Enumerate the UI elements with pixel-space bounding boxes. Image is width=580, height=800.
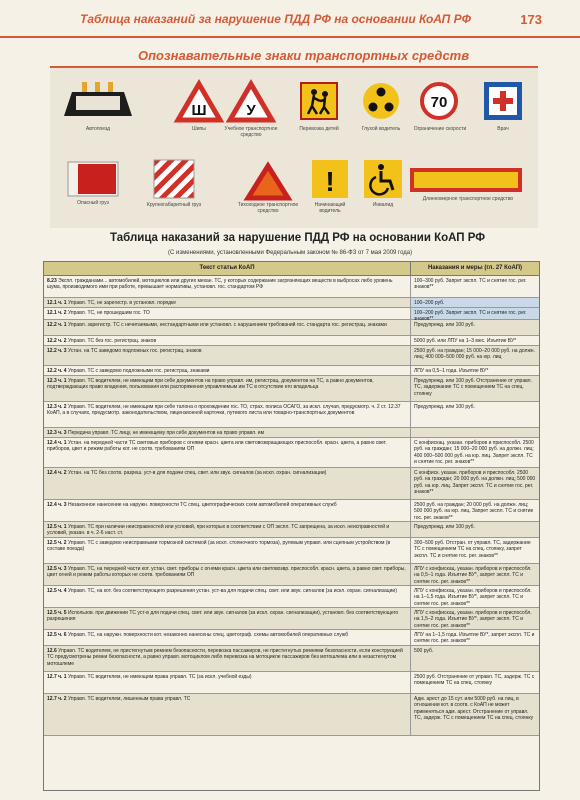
disabled-driver-icon bbox=[364, 160, 402, 198]
article-text: Управл. ТС водителем, лишенным права управл. ТС bbox=[67, 696, 191, 702]
article-cell bbox=[44, 320, 411, 335]
penalty-table bbox=[43, 261, 540, 791]
article-number: 12.4 ч. 1 bbox=[47, 440, 67, 446]
article-number: 12.1 ч. 1 bbox=[47, 300, 67, 306]
penalty-cell: ЛПУ на 1–1,5 года. Изъятие ВУ*, запрет экспл. ТС и снятие гос. рег. знаков** bbox=[414, 632, 535, 645]
sign-caption-dangerous: Опасный груз bbox=[77, 200, 109, 206]
table-row bbox=[44, 276, 539, 298]
article-number: 12.7 ч. 1 bbox=[47, 674, 67, 680]
article-text: Управл. ТС при наличии неисправностей или условий, при которых в соответствии с ОП экспл. ТС запрещена, за искл. неисправностей и условий, указан. в ч. 2-6 наст. ст. bbox=[47, 524, 390, 537]
article-cell bbox=[44, 672, 411, 693]
article-number: 12.3 ч. 2 bbox=[47, 404, 67, 410]
table-row bbox=[44, 402, 539, 428]
learner-glyph: У bbox=[246, 102, 256, 119]
sign-caption-doctor: Врач bbox=[497, 126, 509, 132]
article-text: Передача управл. ТС лицу, не имеющему при себе документов на право управл. им bbox=[67, 430, 265, 436]
signs-panel bbox=[50, 66, 538, 228]
article-text: Устан. на передней части ТС световых приборов с огнями красн. цвета или световозвращающих приспособл. красн. цвета, а равно свет. приборов, цвет и режим работы кот. не соотв. требованиям ОП bbox=[47, 440, 387, 453]
article-number: 12.6 bbox=[47, 648, 57, 654]
penalty-cell: Адм. арест до 15 сут. или 5000 руб. на лиц, в отношении кот. в соотв. с КоАП не может применяться адм. арест. Отстранение от управл. ТС, задерж. ТС с помещением ТС на спец. стоянку bbox=[411, 694, 539, 735]
sign-caption-long: Длинномерное транспортное средство bbox=[422, 196, 514, 202]
learner-triangle-icon bbox=[228, 82, 274, 122]
penalty-cell: 100–200 руб. Запрет экспл. ТС и снятие гос. рег. bbox=[411, 308, 539, 319]
article-number: 12.1 ч. 2 bbox=[47, 310, 67, 316]
table-row bbox=[44, 672, 539, 694]
article-cell bbox=[44, 564, 411, 585]
article-cell bbox=[44, 298, 411, 307]
table-row bbox=[44, 500, 539, 522]
article-cell bbox=[44, 646, 411, 671]
table-row bbox=[44, 646, 539, 672]
table-row bbox=[44, 564, 539, 586]
dangerous-cargo-icon bbox=[68, 162, 118, 196]
article-text: Использов. при движении ТС уст-в для подачи спец. свет. или звук. сигналов (за искл. охран. сигнализации), установл. без соответствующего разрешения bbox=[47, 610, 399, 623]
article-cell bbox=[44, 366, 411, 375]
article-text: Управл. ТС водителем, не имеющим при себе документов на право управл. им, регистрац. документов на ТС, а равно документов, подтверждающих право владения, пользования или распоряжения управляемым им ТС в отсутствие его владельца bbox=[47, 378, 374, 391]
table-row bbox=[44, 694, 539, 736]
penalty-cell: ЛПУ с конфискац. указан. приборов и приспособл. на 1,5–2 года. Изъятие ВУ*, запрет экспл. ТС и снятие гос. рег. знаков** bbox=[411, 608, 539, 629]
table-row bbox=[44, 438, 539, 468]
sign-caption-slow: Тихоходное транспортное средство bbox=[237, 202, 299, 214]
article-cell bbox=[44, 376, 411, 401]
sign-caption-road-train: Автопоезд bbox=[85, 126, 111, 132]
article-number: 12.5 ч. 5 bbox=[47, 610, 67, 616]
penalty-cell: ЛПУ с конфискац. указан. приборов и приспособл. на 1–1,5 года. Изъятие ВУ*, запрет экспл. ТС и снятие гос. рег. знаков** bbox=[414, 588, 532, 607]
article-cell bbox=[44, 276, 411, 297]
article-number: 12.2 ч. 3 bbox=[47, 348, 67, 354]
penalty-cell: Предупрежд. или 100 руб. Отстранение от управл. ТС, задержание ТС с помещением ТС на спец. стоянку bbox=[411, 376, 539, 401]
table-row bbox=[44, 308, 539, 320]
article-number: 12.5 ч. 4 bbox=[47, 588, 67, 594]
article-number: 12.3 ч. 1 bbox=[47, 378, 67, 384]
novice-driver-icon bbox=[312, 160, 348, 198]
sign-caption-learner: Учебное транспортное средство bbox=[224, 126, 278, 138]
article-number: 12.5 ч. 3 bbox=[47, 566, 67, 572]
article-text: Управл. ТС водителем, не имеющим права управл. ТС (за искл. учебной езды) bbox=[67, 674, 252, 680]
article-cell bbox=[44, 402, 411, 427]
article-number: 12.7 ч. 2 bbox=[47, 696, 67, 702]
table-row bbox=[44, 538, 539, 564]
article-cell bbox=[44, 586, 411, 607]
slow-vehicle-triangle-icon bbox=[246, 164, 290, 200]
penalty-cell: 2500 руб. на граждан; 20 000 руб. на должн. лиц; 500 000 руб. на юр. лиц. Запрет экспл. ТС и снятие гос. рег. знаков** bbox=[414, 502, 534, 521]
sign-caption-disabled: Инвалид bbox=[372, 202, 394, 208]
article-number: 12.2 ч. 2 bbox=[47, 338, 67, 344]
penalty-cell: 2500 руб. на граждан; 15 000–20 000 руб. на должн. лиц; 400 000–500 000 руб. на юр. лиц bbox=[411, 346, 539, 365]
penalty-cell: 500 руб. bbox=[411, 646, 539, 671]
oversized-cargo-icon bbox=[154, 160, 194, 198]
article-cell bbox=[44, 428, 411, 437]
table-title: Таблица наказаний за нарушение ПДД РФ на основании КоАП РФ bbox=[110, 232, 486, 244]
column-header-article: Текст статьи КоАП bbox=[44, 262, 411, 275]
speed-limit-icon bbox=[420, 82, 458, 120]
page-number: 173 bbox=[520, 12, 542, 27]
penalty-cell: 100–300 руб. Запрет экспл. ТС и снятие гос. рег. знаков** bbox=[414, 278, 527, 291]
penalty-cell: Предупрежд. или 100 руб. bbox=[414, 404, 475, 410]
table-row bbox=[44, 608, 539, 630]
article-cell bbox=[44, 522, 411, 537]
article-number: 12.5 ч. 6 bbox=[47, 632, 67, 638]
article-text: Управл. ТС с заведомо неисправными тормозной системой (за искл. стояночного тормоза), рулевым управл. или сцепным устройством (в составе поезда) bbox=[47, 540, 391, 553]
sign-caption-deaf: Глухой водитель bbox=[361, 126, 401, 132]
sign-caption-speed: Ограничение скорости bbox=[413, 126, 467, 132]
article-text: Устан. на ТС заведомо подложных гос. регистрац. знаков bbox=[67, 348, 202, 354]
article-text: Управл. ТС, не зарегистр. в установл. порядке bbox=[67, 300, 177, 306]
table-row bbox=[44, 376, 539, 402]
article-cell bbox=[44, 538, 411, 563]
penalty-cell: ЛПУ с конфискац. указан. приборов и приспособл. на 0,5–1 года. Изъятие ВУ*, запрет экспл. ТС и снятие гос. рег. знаков** bbox=[411, 564, 539, 585]
article-text: Незаконное нанесение на наружн. поверхности ТС спец. цветографических схем автомобилей оперативных служб bbox=[67, 502, 337, 508]
article-number: 12.4 ч. 3 bbox=[47, 502, 67, 508]
article-cell bbox=[44, 468, 411, 499]
article-number: 12.2 ч. 1 bbox=[47, 322, 67, 328]
penalty-cell: 2500 руб. Отстранение от управл. ТС, задерж. ТС с помещением ТС на спец. стоянку bbox=[414, 674, 535, 687]
article-number: 12.2 ч. 4 bbox=[47, 368, 67, 374]
article-text: Управл. ТС водителем, не имеющим при себе талона о прохождении гос. ТО, страх. полиса ОСАГО, за искл. случая, предусмотр. ч. 2 ст. 12.37 КоАП, а в случаях, предусмотр. законодательством, лицензионной карточки, путевого листа или товарно-транспортных документов bbox=[47, 404, 401, 417]
article-text: Управл. ТС без гос. регистрац. знаков bbox=[67, 338, 157, 344]
article-text: Управл. ТС, на передней части кот. устан. свет. приборы с огнями красн. цвета или световозвр. приспособл. красн. цвета, а равно свет. приборы, цвет огней и режим работы которых не соотв. требованиям ОП bbox=[47, 566, 406, 579]
signs-heading: Опознавательные знаки транспортных средств bbox=[138, 48, 470, 63]
table-row bbox=[44, 336, 539, 346]
doctor-cross-icon bbox=[484, 82, 522, 120]
article-text: Управл. ТС, не прошедшим гос. ТО bbox=[67, 310, 150, 316]
table-row bbox=[44, 366, 539, 376]
table-header-row bbox=[44, 262, 539, 276]
article-text: Управл. ТС, на кот. без соответствующего разрешения устан. уст-ва для подачи спец. свет. или звук. сигналов (за искл. охран. сигнализации) bbox=[67, 588, 397, 594]
page-header bbox=[0, 0, 580, 38]
table-row bbox=[44, 298, 539, 308]
table-row bbox=[44, 522, 539, 538]
penalty-cell: 5000 руб. или ЛПУ на 1–3 мес. Изъятие ВУ* bbox=[414, 338, 517, 344]
table-row bbox=[44, 428, 539, 438]
article-number: 12.4 ч. 2 bbox=[47, 470, 67, 476]
table-row bbox=[44, 468, 539, 500]
table-row bbox=[44, 630, 539, 646]
article-number: 12.3 ч. 3 bbox=[47, 430, 67, 436]
running-title: Таблица наказаний за нарушение ПДД РФ на основании КоАП РФ bbox=[80, 12, 472, 26]
road-train-lights-icon bbox=[58, 78, 138, 122]
article-text: Управл. зарегистр. ТС с нечитаемыми, нестандартными или установл. с нарушением требований гос. стандарта гос. регистрац. знаками bbox=[67, 322, 387, 328]
article-text: Управл. ТС с заведомо подложными гос. регистрац. знаками bbox=[67, 368, 210, 374]
penalty-cell: Предупрежд. или 100 руб. bbox=[411, 320, 539, 335]
article-cell bbox=[44, 308, 411, 319]
studded-tires-triangle-icon bbox=[176, 82, 222, 122]
penalty-cell: 100–200 руб. bbox=[411, 298, 539, 307]
table-row bbox=[44, 586, 539, 608]
article-cell bbox=[44, 500, 411, 521]
article-cell bbox=[44, 694, 411, 735]
studded-glyph: Ш bbox=[191, 102, 207, 119]
speed-limit-glyph: 70 bbox=[430, 94, 448, 111]
article-cell bbox=[44, 336, 411, 345]
children-transport-icon bbox=[300, 82, 338, 120]
sign-caption-novice: Начинающий водитель bbox=[314, 202, 346, 214]
penalty-cell: С конфиск. указан. приборов и приспособл. 2500 руб. на граждан; 20 000 руб. на должн. лиц; 500 000 руб. на юр. лиц. Запрет экспл. ТС и снятие гос. рег. знаков** bbox=[411, 468, 539, 499]
penalty-cell: 300–500 руб. Отстран. от управл. ТС, задержание ТС с помещением ТС на спец. стоянку, запрет экспл. ТС и снятие гос. рег. знаков** bbox=[414, 540, 531, 559]
penalty-cell: С конфискац. указан. приборов и приспособл. 2500 руб. на граждан; 15 000–20 000 руб. на должн. лиц; 400 000–500 000 руб. на юр. лиц. Запрет экспл. ТС и снятие гос. рег. знаков** bbox=[414, 440, 534, 466]
article-cell bbox=[44, 438, 411, 467]
article-cell bbox=[44, 630, 411, 645]
article-number: 8.23 bbox=[47, 278, 57, 284]
article-text: Экспл. гражданами... автомобилей, мотоциклов или других механ. ТС, у которых содержание загрязняющих веществ в выбросах либо уровень шума, производимого ими при работе, превышает нормативы, установл. гос. стандартом РФ bbox=[47, 278, 393, 291]
article-text: Управл. ТС водителем, не пристегнутым ремнем безопасности, перевозка пассажиров, не пристегнутых ремнями безопасности, если конструкцией ТС предусмотрены ремни безопасности, а равно управл. мотоциклом либо перевозка на мотоцикле пассажиров без мотошлема или в незастегнутом мотошлеме bbox=[47, 648, 403, 667]
article-cell bbox=[44, 608, 411, 629]
article-cell bbox=[44, 346, 411, 365]
penalty-cell bbox=[411, 428, 539, 437]
article-number: 12.5 ч. 1 bbox=[47, 524, 67, 530]
table-row bbox=[44, 320, 539, 336]
sign-caption-oversized: Крупногабаритный груз bbox=[146, 202, 202, 208]
table-subtitle: (С изменениями, установленными Федеральным законом № 86-ФЗ от 7 мая 2009 года) bbox=[168, 250, 413, 256]
penalty-cell: Предупрежд. или 100 руб. bbox=[411, 522, 539, 537]
novice-glyph: ! bbox=[325, 166, 335, 197]
sign-caption-children: Перевозка детей bbox=[299, 126, 339, 132]
article-text: Устан. на ТС без соотв. разреш. уст-в для подачи спец. свет. или звук. сигналов (за искл. охран. сигнализации) bbox=[67, 470, 327, 476]
article-text: Управл. ТС, на наружн. поверхности кот. незаконно нанесены спец. цветограф. схемы автомобилей оперативных служб bbox=[67, 632, 349, 638]
column-header-penalty: Наказания и меры (гл. 27 КоАП) bbox=[427, 265, 523, 271]
table-row bbox=[44, 346, 539, 366]
article-number: 12.5 ч. 2 bbox=[47, 540, 67, 546]
penalty-cell: ЛПУ на 0,5–1 года. Изъятие ВУ* bbox=[414, 368, 489, 374]
sign-caption-studded: Шипы bbox=[192, 126, 206, 132]
deaf-driver-icon bbox=[362, 82, 400, 120]
long-vehicle-icon bbox=[410, 168, 522, 192]
